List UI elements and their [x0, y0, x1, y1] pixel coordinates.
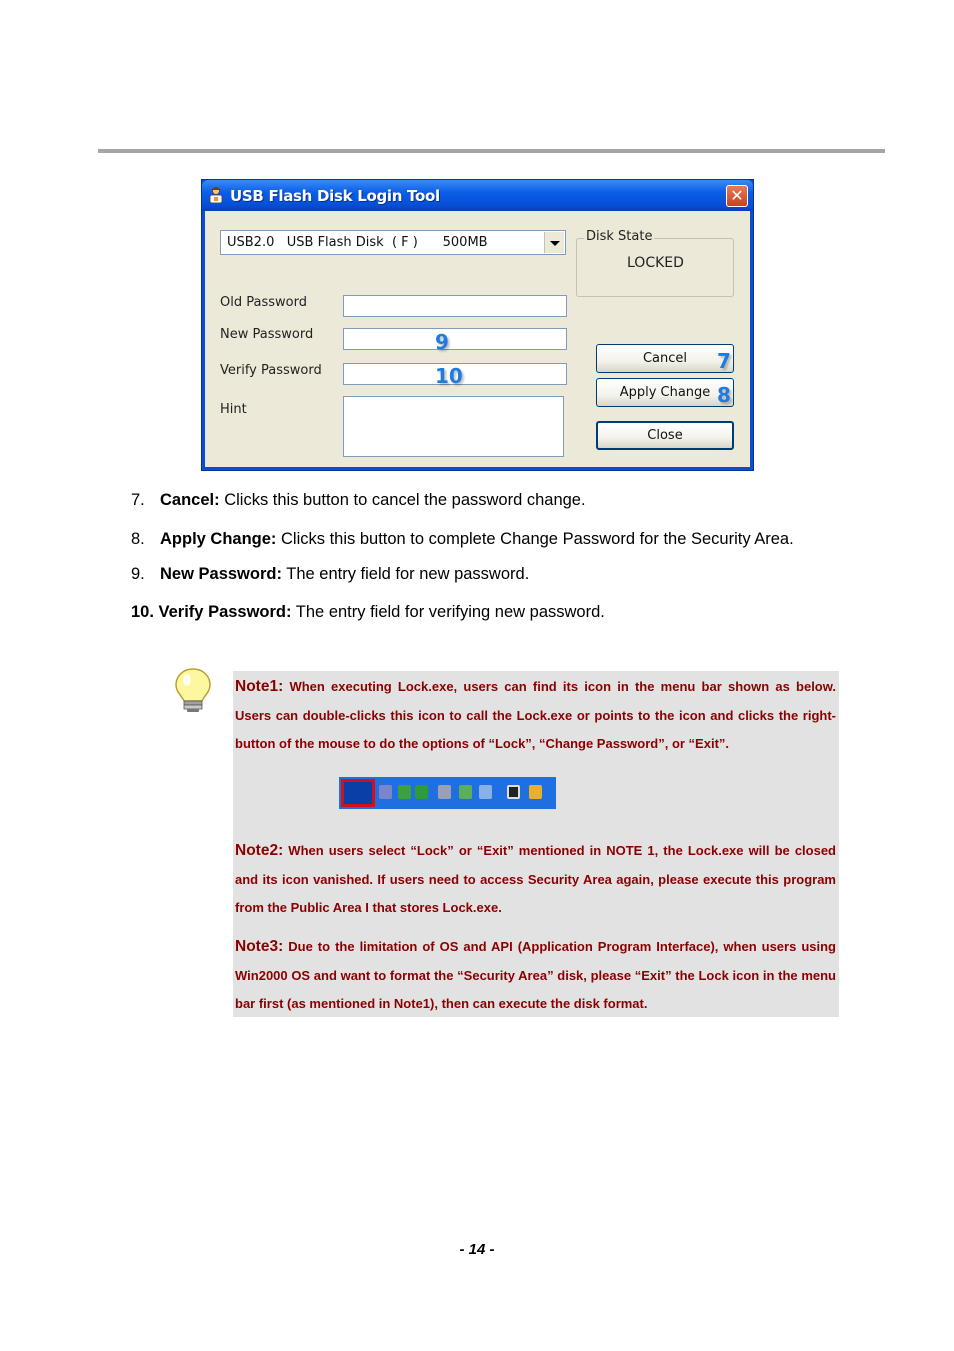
tray-icon: [398, 785, 411, 799]
disk-state-value: LOCKED: [627, 255, 684, 271]
tray-icon: [415, 785, 428, 799]
tray-icon: [529, 785, 542, 799]
old-password-field[interactable]: [343, 295, 567, 317]
close-window-button[interactable]: ✕: [726, 185, 748, 207]
dialog-client-area: [205, 211, 750, 467]
hint-label: Hint: [220, 402, 247, 417]
menu-bar-tray-strip: [339, 777, 556, 809]
drive-select-value: USB2.0 USB Flash Disk ( F ) 500MB: [227, 235, 488, 250]
new-password-field[interactable]: [343, 328, 567, 350]
note3-paragraph: Note3: Due to the limitation of OS and API (Application Program Interface), when users using Win2000 OS and want to format the “Security Area” disk, please “Exit” the Lock icon in the menu bar first (as mentioned in Note1), then can execute the disk format.: [235, 938, 836, 1012]
hint-field[interactable]: [343, 396, 564, 457]
list-item: 8. Apply Change: Clicks this button to complete Change Password for the Security Area.: [131, 530, 794, 548]
close-button[interactable]: Close: [596, 421, 734, 450]
callout-9: 9: [435, 330, 449, 354]
old-password-label: Old Password: [220, 295, 307, 310]
lock-tray-icon[interactable]: [341, 779, 375, 807]
list-item: 10. Verify Password: The entry field for verifying new password.: [131, 603, 605, 621]
login-tool-dialog: [201, 179, 754, 471]
dialog-title: USB Flash Disk Login Tool: [230, 187, 440, 205]
apply-change-button[interactable]: Apply Change: [596, 378, 734, 407]
tray-icon: [379, 785, 392, 799]
disk-state-label: Disk State: [586, 229, 653, 244]
chevron-down-icon[interactable]: [544, 232, 564, 253]
callout-10: 10: [435, 364, 463, 388]
page-number: - 14 -: [459, 1241, 495, 1258]
tray-icon: [438, 785, 451, 799]
callout-8: 8: [717, 383, 731, 407]
app-user-icon: [207, 186, 225, 204]
header-rule: [98, 149, 885, 153]
disk-state-group: [576, 229, 734, 297]
callout-7: 7: [717, 349, 731, 373]
drive-select[interactable]: [220, 230, 566, 255]
tray-icon: [479, 785, 492, 799]
verify-password-label: Verify Password: [220, 363, 322, 378]
note1-paragraph: Note1: When executing Lock.exe, users can find its icon in the menu bar shown as below. Users can double-clicks this icon to call the Lock.exe or points to the icon and clicks the right-button of the mouse to do the options of “Lock”, “Change Password”, or “Exit”.: [235, 678, 836, 752]
new-password-label: New Password: [220, 327, 314, 342]
cancel-button[interactable]: Cancel: [596, 344, 734, 373]
note-box: [233, 671, 839, 1017]
list-item: 7. Cancel: Clicks this button to cancel the password change.: [131, 491, 586, 509]
list-item: 9. New Password: The entry field for new password.: [131, 565, 530, 583]
tray-icon: [459, 785, 472, 799]
dialog-titlebar[interactable]: [202, 180, 753, 211]
note2-paragraph: Note2: When users select “Lock” or “Exit” mentioned in NOTE 1, the Lock.exe will be closed and its icon vanished. If users need to access Security Area again, please execute this program from the Public Area I that stores Lock.exe.: [235, 842, 836, 916]
lightbulb-icon: [170, 666, 216, 714]
camera-icon: [507, 785, 520, 799]
